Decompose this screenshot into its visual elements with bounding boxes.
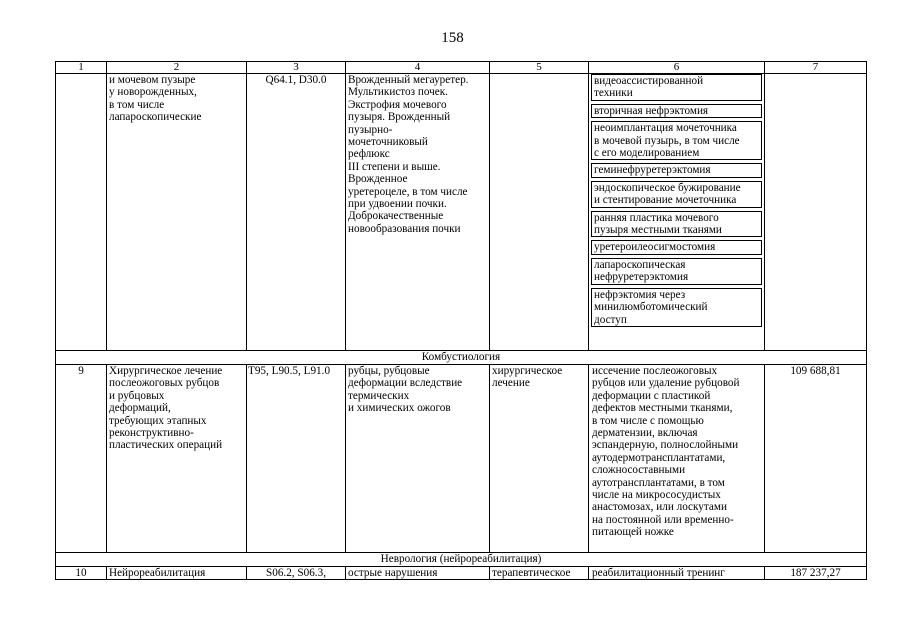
- treatment-type-cell: [490, 74, 589, 351]
- section-row: [56, 553, 867, 567]
- header-cell: 5: [490, 62, 589, 74]
- section-row: [56, 351, 867, 365]
- cost-cell: 187 237,27: [765, 567, 867, 580]
- care-type-cell: и мочевом пузыре у новорожденных, в том числе лапароскопические: [107, 74, 247, 351]
- cost-cell: 109 688,81: [765, 365, 867, 553]
- page-number: 158: [441, 30, 464, 46]
- header-cell: 1: [56, 62, 107, 74]
- section-title: Комбустиология: [56, 351, 867, 365]
- diagnosis-cell: рубцы, рубцовые деформации вследствие термических и химических ожогов: [346, 365, 490, 553]
- care-type-cell: Нейрореабилитация: [107, 567, 247, 580]
- header-cell: 3: [247, 62, 346, 74]
- icd-code-cell: Q64.1, D30.0: [247, 74, 346, 351]
- diagnosis-cell: Врожденный мегауретер. Мультикистоз почек. Экстрофия мочевого пузыря. Врожденный пузырно- мочеточниковый рефлюкс III степени и выше. Врожденное уретероцеле, в том числе при удвоении почки. Доброкачественные новообразования почки: [346, 74, 490, 351]
- list-item: неоимплантация мочеточника в мочевой пузырь, в том числе с его моделированием: [591, 121, 762, 160]
- row-number-cell: 9: [56, 365, 107, 553]
- diagnosis-cell: острые нарушения: [346, 567, 490, 580]
- list-item: лапароскопическая нефруретерэктомия: [591, 258, 762, 285]
- medical-care-table: [55, 61, 867, 580]
- list-item: геминефруретерэктомия: [591, 163, 762, 177]
- method-cell: иссечение послеожоговых рубцов или удаление рубцовой деформации с пластикой дефектов местными тканями, в том числе с помощью дерматензии, включая эспандерную, полнослойными аутодермотрансплантатами, сложносоставными аутотрансплантатами, в том числе на микрососудистых анастомозах, или лоскутами на постоянной или временно- питающей ножке: [589, 365, 765, 553]
- method-list-cell: [589, 74, 765, 351]
- method-cell: реабилитационный тренинг: [589, 567, 765, 580]
- list-item: видеоассистированной техники: [591, 74, 762, 101]
- header-cell: 4: [346, 62, 490, 74]
- cost-cell: [765, 74, 867, 351]
- header-cell: 6: [589, 62, 765, 74]
- treatment-type-cell: терапевтическое: [490, 567, 589, 580]
- table-row: [56, 74, 867, 351]
- row-number-cell: 10: [56, 567, 107, 580]
- table-row: [56, 365, 867, 553]
- icd-code-cell: S06.2, S06.3,: [247, 567, 346, 580]
- section-title: Неврология (нейрореабилитация): [56, 553, 867, 567]
- row-number-cell: [56, 74, 107, 351]
- list-item: нефрэктомия через минилюмботомический доступ: [591, 288, 762, 327]
- list-item: уретероилеосигмостомия: [591, 240, 762, 254]
- header-cell: 7: [765, 62, 867, 74]
- table-row: [56, 567, 867, 580]
- list-item: ранняя пластика мочевого пузыря местными тканями: [591, 211, 762, 238]
- list-item: эндоскопическое бужирование и стентирование мочеточника: [591, 181, 762, 208]
- header-row: [56, 62, 867, 74]
- care-type-cell: Хирургическое лечение послеожоговых рубцов и рубцовых деформаций, требующих этапных реконструктивно- пластических операций: [107, 365, 247, 553]
- treatment-type-cell: хирургическое лечение: [490, 365, 589, 553]
- header-cell: 2: [107, 62, 247, 74]
- icd-code-cell: T95, L90.5, L91.0: [247, 365, 346, 553]
- list-item: вторичная нефрэктомия: [591, 104, 762, 118]
